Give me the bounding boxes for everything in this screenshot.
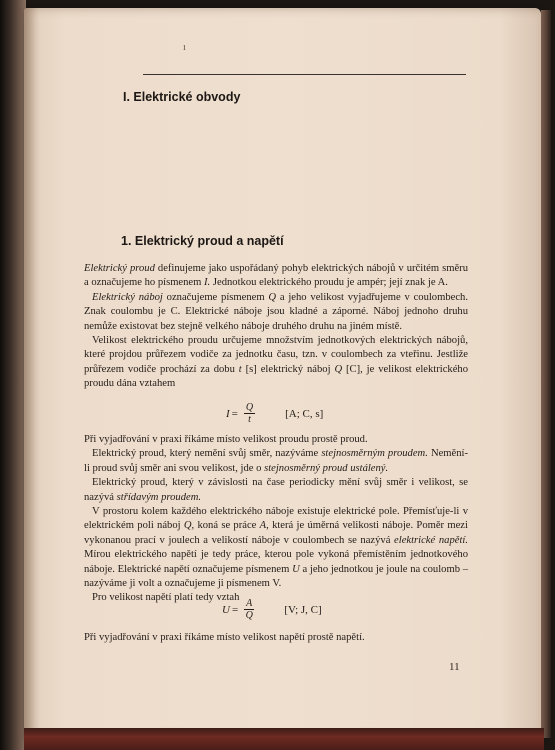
page-mark: ı: [183, 42, 186, 53]
paragraph-direct-current: Elektrický proud, který nemění svůj směr, nazýváme stejnosměrným proudem. Nemění-li proud svůj směr ani svou velikost, jde o stejnosměrný proud ustálený.: [84, 448, 469, 474]
paragraph-current-magnitude: Velikost elektrického proudu určujeme množstvím jednotkových elektrických nábojů, které projdou průřezem vodiče za jednotku času, tzn. v coulombech za vteřinu. Jestliže průřezem vodiče prochází za dobu t [s] elektrický náboj Q [C], je velikost elektrického proudu dána vztahem: [84, 335, 469, 390]
term-direct-current: stejnosměrným proudem.: [321, 448, 428, 460]
body-text-block-2: [84, 433, 468, 606]
section-title: 1. Elektrický proud a napětí: [121, 234, 284, 248]
formula-current: I = $\frac{Q}{t}$ [A; C, s]: [226, 402, 324, 425]
body-text-block-3: [84, 631, 468, 645]
term-electric-charge: Elektrický náboj: [92, 291, 163, 303]
body-text-block-1: [84, 262, 468, 392]
chapter-title: I. Elektrické obvody: [123, 90, 241, 104]
fraction: $\frac{A}{Q}$: [245, 598, 253, 621]
header-rule: [143, 74, 466, 75]
formula-units: [V; J, C]: [284, 604, 322, 616]
formula-voltage: U = $\frac{A}{Q}$ [V; J, C]: [222, 598, 322, 621]
cover-binding: [24, 728, 544, 750]
page-edge: [541, 10, 551, 738]
paragraph-practice-voltage: Při vyjadřování v praxi říkáme místo velikost napětí prostě napětí.: [84, 632, 365, 643]
term-alternating-current: střídavým proudem.: [116, 491, 202, 503]
formula-units: [A; C, s]: [285, 408, 324, 420]
book-spine: [0, 0, 26, 750]
paragraph-voltage-definition: V prostoru kolem každého elektrického náboje existuje elektrické pole. Přemísťuje-li v elektrickém poli náboj Q, koná se práce A, která je úměrná velikosti náboje. Poměr mezi vykonanou prací v joulech a velikostí náboje v coulombech se nazývá elektrické napětí. Mírou elektrického napětí je tedy práce, kterou pole vykoná přemístěním jednotkového náboje. Elektrické napětí označujeme písmenem U a jeho jednotkou je joule na coulomb – nazýváme ji volt a označujeme ji písmenem V.: [84, 506, 469, 590]
term-steady-direct-current: stejnosměrný proud ustálený.: [264, 462, 389, 474]
paragraph-current-definition: Elektrický proud definujeme jako uspořádaný pohyb elektrických nábojů v určitém směru a označujeme ho písmenem I. Jednotkou elektrického proudu je ampér; její znak je A.: [84, 263, 468, 289]
fraction: $\frac{Q}{t}$: [245, 402, 254, 425]
term-electric-voltage: elektrické napětí.: [394, 534, 468, 546]
paragraph-alternating-current: Elektrický proud, který v závislosti na čase periodicky mění svůj směr i velikost, se nazývá střídavým proudem.: [84, 477, 468, 503]
paragraph-charge-definition: Elektrický náboj označujeme písmenem Q a jeho velikost vyjadřujeme v coulombech. Znak coulombu je C. Elektrické náboje jsou kladné a záporné. Náboj jednoho druhu nemůže existovat bez stejně velkého náboje druhého druhu na jiném místě.: [84, 291, 468, 332]
paragraph-practice-current: Při vyjadřování v praxi říkáme místo velikost proudu prostě proud.: [84, 434, 368, 445]
paragraph-voltage-relation: Pro velikost napětí platí tedy vztah: [92, 592, 240, 604]
page-number: 11: [449, 661, 460, 673]
term-electric-current: Elektrický proud: [84, 263, 155, 274]
